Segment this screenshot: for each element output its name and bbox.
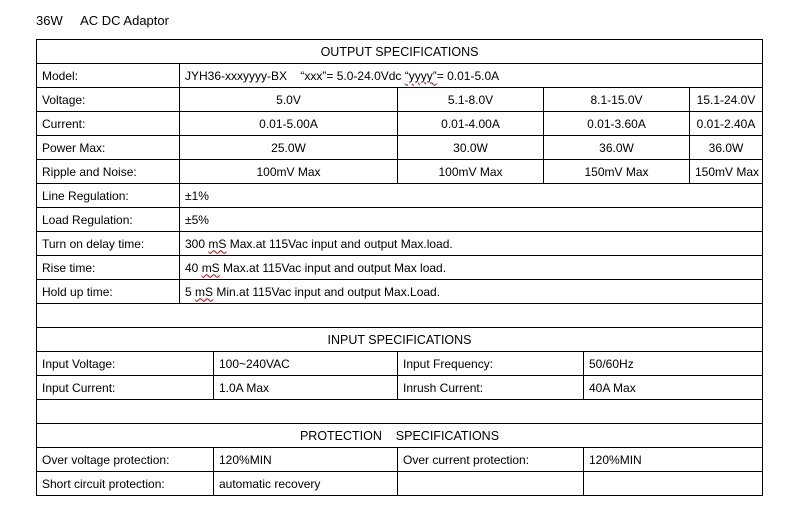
turn-on-delay-row	[37, 232, 763, 256]
line-regulation-label: Line Regulation:	[37, 184, 180, 208]
rise-time-row	[37, 256, 763, 280]
over-voltage-label: Over voltage protection:	[37, 448, 214, 472]
hold-up-time-condition: Min.at 115Vac input and output Max.Load.	[213, 284, 441, 299]
short-circuit-value: automatic recovery	[214, 472, 398, 496]
current-value: 0.01-4.00A	[398, 112, 544, 136]
ripple-label: Ripple and Noise:	[37, 160, 180, 184]
hold-up-time-label: Hold up time:	[37, 280, 180, 304]
output-header-row	[37, 40, 763, 64]
turn-on-delay-unit: mS	[208, 236, 227, 251]
current-value: 0.01-2.40A	[690, 112, 763, 136]
document-title: 36W AC DC Adaptor	[36, 13, 169, 28]
input-current-label: Input Current:	[37, 376, 214, 400]
spacer-row	[37, 304, 763, 328]
inrush-current-value: 40A Max	[584, 376, 763, 400]
input-current-value: 1.0A Max	[214, 376, 398, 400]
output-section-title: OUTPUT SPECIFICATIONS	[37, 40, 763, 64]
empty-cell	[584, 472, 763, 496]
protection-header-row	[37, 424, 763, 448]
model-yyyy-quote: “yyyy”	[404, 68, 437, 83]
current-label: Current:	[37, 112, 180, 136]
line-regulation-value: ±1%	[180, 184, 763, 208]
input-voltage-label: Input Voltage:	[37, 352, 214, 376]
spacer-cell	[37, 400, 763, 424]
hold-up-time-number: 5	[185, 284, 196, 299]
rise-time-number: 40	[185, 260, 202, 275]
rise-time-condition: Max.at 115Vac input and output Max load.	[219, 260, 447, 275]
over-current-value: 120%MIN	[584, 448, 763, 472]
load-regulation-label: Load Regulation:	[37, 208, 180, 232]
model-value-cell	[180, 64, 763, 88]
short-circuit-label: Short circuit protection:	[37, 472, 214, 496]
input-voltage-row	[37, 352, 763, 376]
empty-cell	[398, 472, 584, 496]
turn-on-delay-value	[180, 232, 763, 256]
power-value: 30.0W	[398, 136, 544, 160]
ripple-value: 100mV Max	[180, 160, 398, 184]
over-voltage-value: 120%MIN	[214, 448, 398, 472]
model-label: Model:	[37, 64, 180, 88]
over-current-label: Over current protection:	[398, 448, 584, 472]
hold-up-time-value	[180, 280, 763, 304]
power-label: Power Max:	[37, 136, 180, 160]
input-frequency-label: Input Frequency:	[398, 352, 584, 376]
voltage-value: 8.1-15.0V	[544, 88, 690, 112]
protection-section-title: PROTECTION SPECIFICATIONS	[37, 424, 763, 448]
ripple-row	[37, 160, 763, 184]
power-row	[37, 136, 763, 160]
model-yyyy-range: = 0.01-5.0A	[436, 68, 500, 83]
turn-on-delay-label: Turn on delay time:	[37, 232, 180, 256]
load-regulation-value: ±5%	[180, 208, 763, 232]
current-value: 0.01-3.60A	[544, 112, 690, 136]
rise-time-label: Rise time:	[37, 256, 180, 280]
power-value: 36.0W	[544, 136, 690, 160]
spec-table	[36, 39, 763, 496]
spacer-cell	[37, 304, 763, 328]
over-voltage-row	[37, 448, 763, 472]
hold-up-time-row	[37, 280, 763, 304]
input-frequency-value: 50/60Hz	[584, 352, 763, 376]
input-header-row	[37, 328, 763, 352]
turn-on-delay-condition: Max.at 115Vac input and output Max.load.	[226, 236, 453, 251]
ripple-value: 150mV Max	[690, 160, 763, 184]
hold-up-time-unit: mS	[195, 284, 214, 299]
input-current-row	[37, 376, 763, 400]
inrush-current-label: Inrush Current:	[398, 376, 584, 400]
power-value: 36.0W	[690, 136, 763, 160]
input-section-title: INPUT SPECIFICATIONS	[37, 328, 763, 352]
voltage-value: 5.0V	[180, 88, 398, 112]
ripple-value: 150mV Max	[544, 160, 690, 184]
voltage-value: 15.1-24.0V	[690, 88, 763, 112]
rise-time-value	[180, 256, 763, 280]
line-regulation-row	[37, 184, 763, 208]
current-row	[37, 112, 763, 136]
input-voltage-value: 100~240VAC	[214, 352, 398, 376]
spacer-row	[37, 400, 763, 424]
current-value: 0.01-5.00A	[180, 112, 398, 136]
rise-time-unit: mS	[201, 260, 220, 275]
voltage-row	[37, 88, 763, 112]
model-xxx-range: = 5.0-24.0Vdc	[326, 68, 405, 83]
voltage-label: Voltage:	[37, 88, 180, 112]
load-regulation-row	[37, 208, 763, 232]
power-value: 25.0W	[180, 136, 398, 160]
voltage-value: 5.1-8.0V	[398, 88, 544, 112]
ripple-value: 100mV Max	[398, 160, 544, 184]
short-circuit-row	[37, 472, 763, 496]
model-xxx-quote: “xxx”	[300, 68, 327, 83]
model-row	[37, 64, 763, 88]
turn-on-delay-number: 300	[185, 236, 209, 251]
model-number: JYH36-xxxyyyy-BX	[185, 68, 288, 83]
